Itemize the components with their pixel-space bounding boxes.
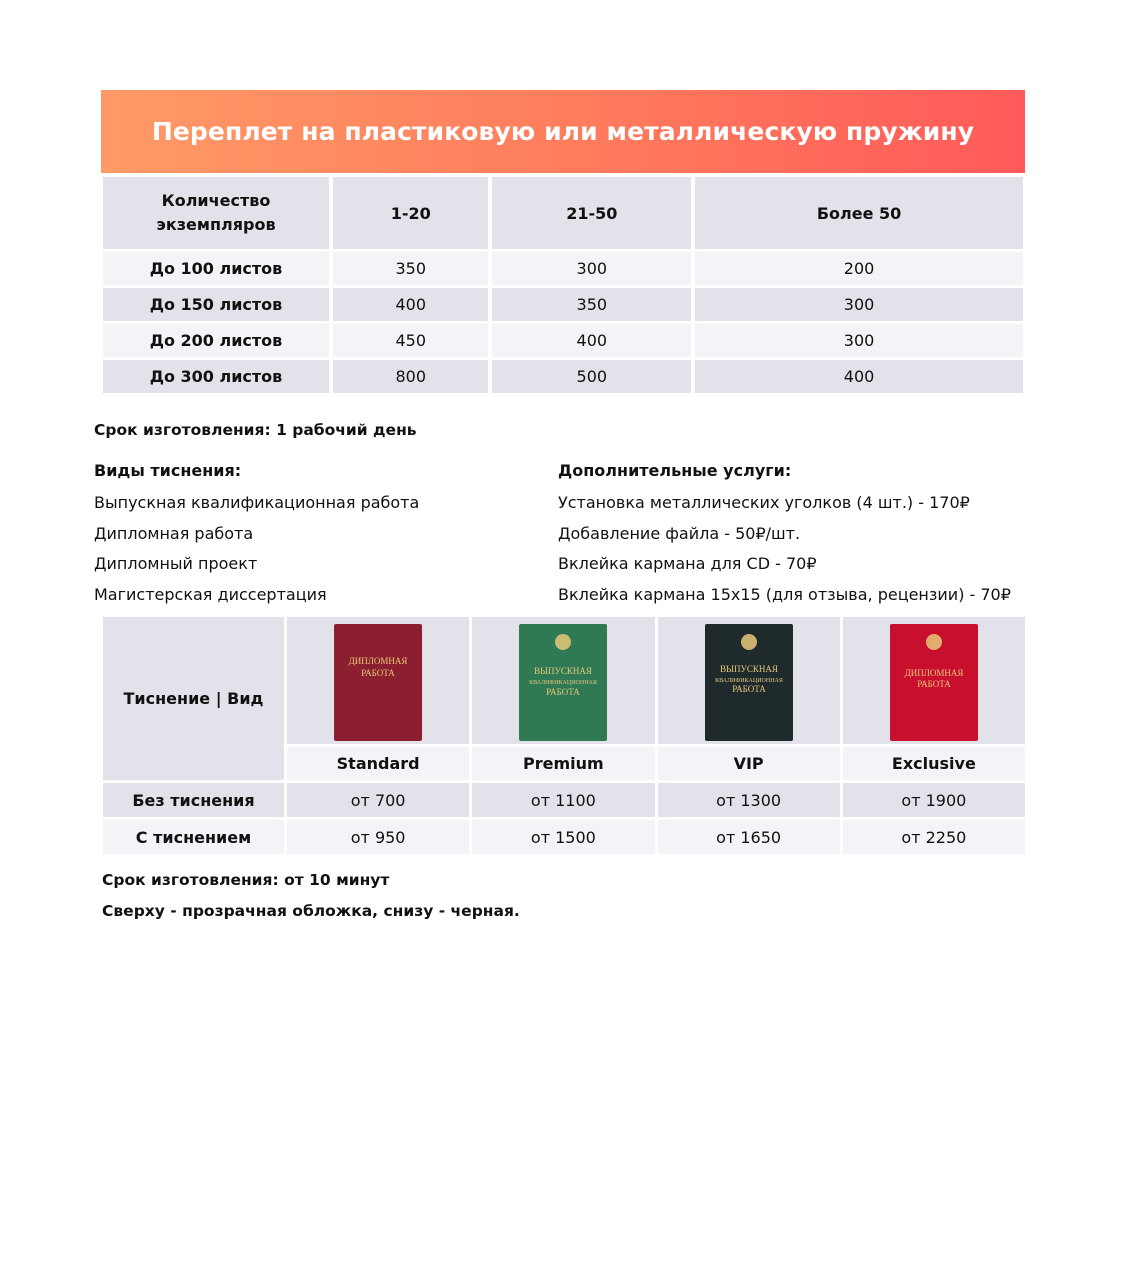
cover-note: Сверху - прозрачная обложка, снизу - черная. [102,902,520,920]
list-item: Установка металлических уголков (4 шт.) - 170₽ [558,493,970,512]
price-cell: от 1100 [472,783,654,817]
cover-image-cell [472,617,654,744]
premium-cover-image [517,624,609,744]
row-label: До 100 листов [103,252,329,285]
price-cell: 300 [492,252,691,285]
standard-cover-image [332,624,424,744]
coat-of-arms-icon [555,634,571,650]
row-label: Без тиснения [103,783,284,817]
cover-image-cell [843,617,1025,744]
list-item: Добавление файла - 50₽/шт. [558,523,801,543]
price-cell: 400 [492,324,691,357]
row-label: С тиснением [103,820,284,854]
cover-image-cell [287,617,469,744]
title-banner [101,90,1025,173]
list-item: Выпускная квалификационная работа [94,493,420,512]
lead-time-note: Срок изготовления: 1 рабочий день [94,421,417,439]
cover-line: РАБОТА [361,668,395,678]
spring-price-table [99,174,1027,396]
row-label: До 200 листов [103,324,329,357]
table-row [103,288,1023,321]
table-row [103,324,1023,357]
price-cell: от 950 [287,820,469,854]
type-name: Premium [472,747,654,780]
price-cell: от 2250 [843,820,1025,854]
price-cell: 400 [333,288,488,321]
price-cell: от 1300 [658,783,840,817]
price-cell: 400 [695,360,1023,393]
cover-line: ВЫПУСКНАЯ [719,664,778,674]
cover-line: ВЫПУСКНАЯ [534,666,593,676]
price-cell: от 1900 [843,783,1025,817]
price-cell: 350 [333,252,488,285]
cover-line: РАБОТА [917,679,951,689]
list-item: Дипломный проект [94,554,258,573]
cover-line: РАБОТА [731,684,766,694]
price-cell: 500 [492,360,691,393]
price-cell: 300 [695,288,1023,321]
table-row [103,252,1023,285]
price-cell: 450 [333,324,488,357]
cover-line: КВАЛИФИКАЦИОННАЯ [529,680,598,686]
cover-image-cell [658,617,840,744]
price-cell: 350 [492,288,691,321]
coat-of-arms-icon [741,634,757,650]
type-name: VIP [658,747,840,780]
price-cell: от 700 [287,783,469,817]
exclusive-cover-image [888,624,980,744]
list-item: Магистерская диссертация [94,584,327,604]
table-header-row [103,177,1023,249]
price-cell: 300 [695,324,1023,357]
vip-cover-image [703,624,795,744]
cover-line: ДИПЛОМНАЯ [904,668,964,678]
row-label: До 150 листов [103,288,329,321]
price-cell: от 1650 [658,820,840,854]
price-cell: от 1500 [472,820,654,854]
cover-line: КВАЛИФИКАЦИОННАЯ [714,678,783,684]
cover-price-table [100,614,1028,857]
list-item: Вклейка кармана для CD - 70₽ [558,554,817,573]
type-name: Exclusive [843,747,1025,780]
list-item: Дипломная работа [94,523,254,543]
header-col: 21-50 [492,177,691,249]
cover-body [334,624,422,741]
extras-heading: Дополнительные услуги: [558,461,792,480]
row-label: До 300 листов [103,360,329,393]
header-col: Более 50 [695,177,1023,249]
embossing-list [94,458,419,610]
extras-list [558,458,1011,610]
price-cell: 800 [333,360,488,393]
table-row [103,360,1023,393]
table-row [103,820,1025,854]
header-col: 1-20 [333,177,488,249]
type-name: Standard [287,747,469,780]
header-quantity: Количество экземпляров [103,177,329,249]
corner-label: Тиснение | Вид [103,617,284,780]
cover-line: ДИПЛОМНАЯ [348,656,408,666]
cover-line: РАБОТА [546,687,581,697]
table-row [103,783,1025,817]
coat-of-arms-icon [926,634,942,650]
lead-time-note-2: Срок изготовления: от 10 минут [102,871,390,889]
list-item: Вклейка кармана 15х15 (для отзыва, рецензии) - 70₽ [558,584,1011,604]
page-title: Переплет на пластиковую или металлическую пружину [151,117,975,146]
price-cell: 200 [695,252,1023,285]
embossing-heading: Виды тиснения: [94,461,242,480]
